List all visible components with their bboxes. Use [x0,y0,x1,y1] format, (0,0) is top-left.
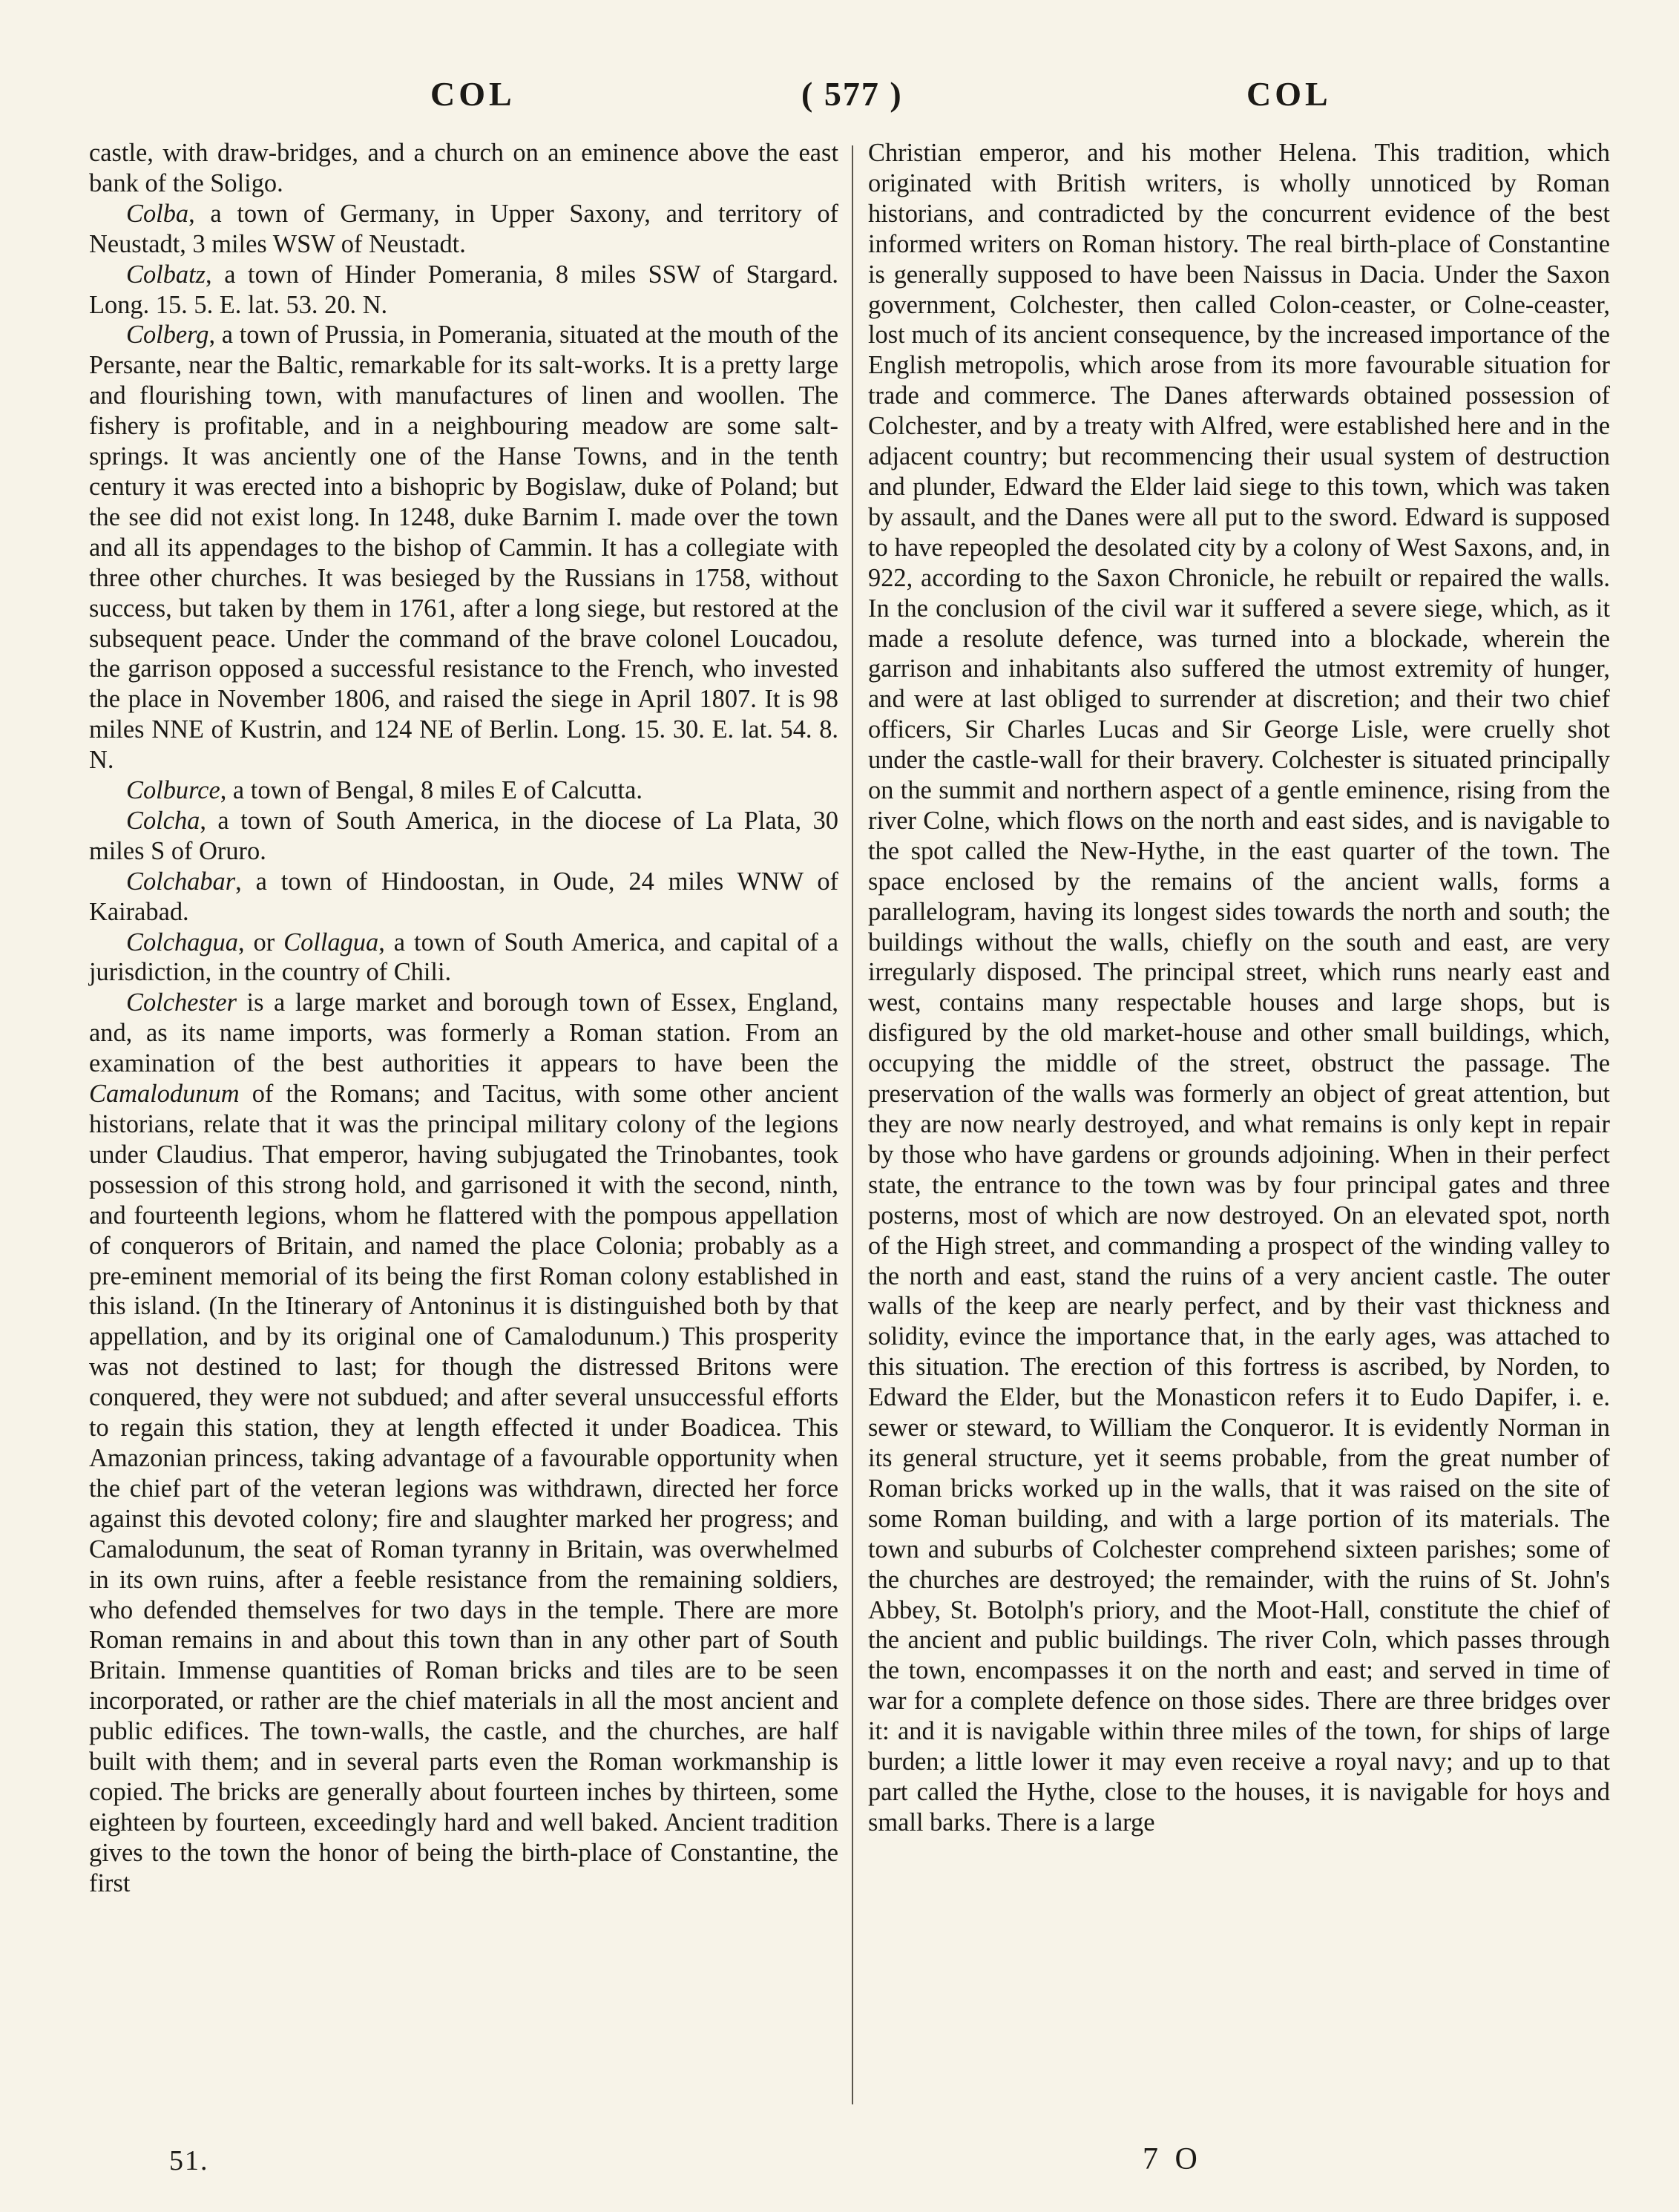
entry-colchester [89,988,838,1898]
catchword: 7 O [1143,2142,1202,2176]
right-column [868,138,1610,1838]
entry-term-latin: Camalodunum [89,1080,240,1109]
running-header [89,74,1595,126]
entry-text: , a town of Hindoostan, in Oude, 24 miles WNW of Kairabad. [89,867,838,926]
entry-term: Colchagua [126,928,238,956]
entry-term: Colchester [126,988,237,1017]
entry-term: Colchabar [126,867,236,896]
entry-colcha [89,806,838,867]
colchester-continuation: Christian emperor, and his mother Helena. This tradition, which originated with British writers, is wholly unnoticed by Roman historians, and contradicted by the concurrent evidence of the best informed writers on Roman history. The real birth-place of Constantine is generally supposed to have been Naissus in Dacia. Under the Saxon government, Colchester, then called Colon-ceaster, or Colne-ceaster, lost much of its ancient consequence, by the increased importance of the English metropolis, which arose from its more favourable situation for trade and commerce. The Danes afterwards obtained possession of Colchester, and by a treaty with Alfred, were established here and in the adjacent country; but recommencing their usual system of destruction and plunder, Edward the Elder laid siege to this town, which was taken by assault, and the Danes were all put to the sword. Edward is supposed to have repeopled the desolated city by a colony of West Saxons, and, in 922, according to the Saxon Chronicle, he rebuilt or repaired the walls. In the conclusion of the civil war it suffered a severe siege, which, as it made a resolute defence, was turned into a blockade, wherein the garrison and inhabitants also suffered the utmost extremity of hunger, and were at last obliged to surrender at discretion; and their two chief officers, Sir Charles Lucas and Sir George Lisle, were cruelly shot under the castle-wall for their bravery. Colchester is situated principally on the summit and northern aspect of a gentle eminence, rising from the river Colne, which flows on the north and east sides, and is navigable to the spot called the New-Hythe, in the east quarter of the town. The space enclosed by the remains of the ancient walls, forms a parallelogram, having its longest sides towards the north and south; the buildings without the walls, chiefly on the south and east, are very irregularly disposed. The principal street, which runs nearly east and west, contains many respectable houses and large shops, but is disfigured by the old market-house and other small buildings, which, occupying the middle of the street, obstruct the passage. The preservation of the walls was formerly an object of great attention, but they are now nearly destroyed, and what remains is only kept in repair by those who have gardens or grounds adjoining. When in their perfect state, the entrance to the town was by four principal gates and three posterns, most of which are now destroyed. On an elevated spot, north of the High street, and commanding a prospect of the winding valley to the north and east, stand the ruins of a very ancient castle. The outer walls of the keep are nearly perfect, and by their vast thickness and solidity, evince the importance that, in the early ages, was attached to this situation. The erection of this fortress is ascribed, by Norden, to Edward the Elder, but the Monasticon refers it to Eudo Dapifer, i. e. sewer or steward, to William the Conqueror. It is evidently Norman in its general structure, yet it seems probable, from the great number of Roman bricks worked up in the walls, that it was raised on the site of some Roman building, and with a large portion of its materials. The town and suburbs of Colchester comprehend sixteen parishes; some of the churches are destroyed; the remainder, with the ruins of St. John's Abbey, St. Botolph's priory, and the Moot-Hall, constitute the chief of the ancient and public buildings. The river Coln, which passes through the town, encompasses it on the north and east; and served in time of war for a complete defence on those sides. There are three bridges over it: and it is navigable within three miles of the town, for ships of large burden; a little lower it may even receive a royal navy; and up to that part called the Hythe, close to the houses, it is navigable for hoys and small barks. There is a large [868,139,1610,1837]
entry-term: Colburce [126,776,220,805]
entry-term: Colberg [126,321,209,349]
entry-text: of the Romans; and Tacitus, with some other ancient historians, relate that it was the principal military colony of the legions under Claudius. That emperor, having subjugated the Trinobantes, took possession of this strong hold, and garrisoned it with the second, ninth, and fourteenth legions, whom he flattered with the pompous appellation of conquerors of Britain, and named the place Colonia; probably as a pre-eminent memorial of its being the first Roman colony established in this island. (In the Itinerary of Antoninus it is distinguished both by that appellation, and by its original one of Camalodunum.) This prosperity was not destined to last; for though the distressed Britons were conquered, they were not subdued; and after several unsuccessful efforts to regain this station, they at length effected it under Boadicea. This Amazonian princess, taking advantage of a favourable opportunity when the chief part of the veteran legions was withdrawn, directed her force against this devoted colony; fire and slaughter marked her progress; and Camalodunum, the seat of Roman tyranny in Britain, was overwhelmed in its own ruins, after a feeble resistance from the remaining soldiers, who defended themselves for two days in the temple. There are more Roman remains in and about this town than in any other part of South Britain. Immense quantities of Roman bricks and tiles are to be seen incorporated, or rather are the chief materials in all the most ancient and public edifices. The town-walls, the castle, and the churches, are half built with them; and in several parts even the Roman workmanship is copied. The bricks are generally about fourteen inches by thirteen, some eighteen by fourteen, exceedingly hard and well baked. Ancient tradition gives to the town the honor of being the birth-place of Constantine, the first [89,1080,838,1897]
header-left-word: COL [430,75,516,113]
entry-colchabar [89,867,838,928]
entry-colberg [89,320,838,775]
entry-text: , a town of Germany, in Upper Saxony, and territory of Neustadt, 3 miles WSW of Neustadt. [89,199,838,258]
entry-text: , a town of Bengal, 8 miles E of Calcutta. [220,776,643,805]
left-column [89,138,838,1899]
entry-colba [89,199,838,260]
entry-text: , a town of Prussia, in Pomerania, situated at the mouth of the Persante, near the Baltic, remarkable for its salt-works. It is a pretty large and flourishing town, with manufactures of linen and woollen. The fishery is profitable, and in a neighbouring meadow are some salt-springs. It was anciently one of the Hanse Towns, and in the tenth century it was erected into a bishopric by Bogislaw, duke of Poland; but the see did not exist long. In 1248, duke Barnim I. made over the town and all its appendages to the bishop of Cammin. It has a collegiate with three other churches. It was besieged by the Russians in 1758, without success, but taken by them in 1761, after a long siege, but restored at the subsequent peace. Under the command of the brave colonel Loucadou, the garrison opposed a successful resistance to the French, who invested the place in November 1806, and raised the siege in April 1807. It is 98 miles NNE of Kustrin, and 124 NE of Berlin. Long. 15. 30. E. lat. 54. 8. N. [89,321,838,775]
entry-term-alt: Collagua [283,928,379,956]
entry-term: Colcha [126,806,200,835]
column-rule [852,145,853,2104]
signature-mark: 51. [169,2145,209,2176]
entry-colchagua [89,928,838,988]
entry-text: , a town of South America, and capital of a jurisdiction, in the country of Chili. [89,928,838,987]
entry-text: , a town of Hinder Pomerania, 8 miles SSW of Stargard. Long. 15. 5. E. lat. 53. 20. N. [89,260,838,319]
header-right-word: COL [1246,75,1332,113]
entry-text: is a large market and borough town of Essex, England, and, as its name imports, was formerly a Roman station. From an examination of the best authorities it appears to have been the [89,988,838,1078]
entry-term: Colbatz [126,260,206,289]
page-number: ( 577 ) [801,75,903,113]
entry-text: , a town of South America, in the diocese of La Plata, 30 miles S of Oruro. [89,806,838,865]
entry-colburce [89,775,838,806]
entry-colbatz [89,260,838,321]
entry-continuation: castle, with draw-bridges, and a church on an eminence above the east bank of the Soligo. [89,139,838,197]
entry-term: Colba [126,199,189,228]
entry-text: , or [237,928,284,956]
